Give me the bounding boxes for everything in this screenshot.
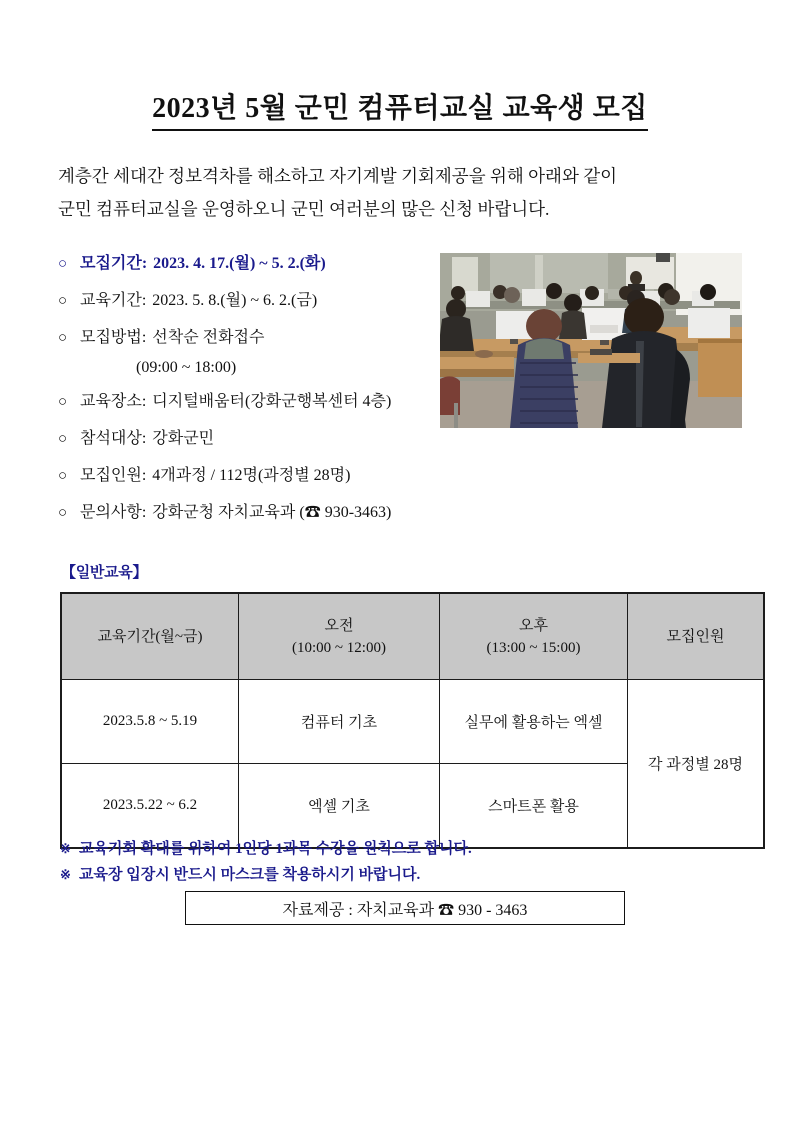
detail-label-education-period: 교육기간: [80,292,147,309]
column-header-period-main: 교육기간(월~금) [97,628,203,645]
detail-item-contact [58,502,458,539]
note-item-mask-required [60,862,740,888]
detail-value-contact: 강화군청 자치교육과 (☎ 930-3463) [152,504,392,521]
detail-label-application-method: 모집방법: [80,329,147,346]
detail-item-capacity [58,465,458,502]
computer-classroom-photo [440,253,742,428]
table-row [61,680,764,764]
detail-label-recruitment-period: 모집기간: [80,255,148,272]
note-text-one-course-per-person: 교육기회 확대를 위하여 1인당 1과목 수강을 원칙으로 합니다. [79,841,472,857]
column-header-period [61,593,239,680]
intro-line-2: 군민 컴퓨터교실을 운영하오니 군민 여러분의 많은 신청 바랍니다. [58,199,550,219]
circle-bullet-icon: ○ [58,330,68,346]
page-title-text: 2023년 5월 군민 컴퓨터교실 교육생 모집 [152,93,648,131]
intro-line-1: 계층간 세대간 정보격차를 해소하고 자기계발 기회제공을 위해 아래와 같이 [58,166,618,186]
section-label-general-education: 【일반교육】 [61,565,148,581]
detail-item-application-method [58,327,458,359]
cell-quota: 각 과정별 28명 [628,680,765,849]
note-text-mask-required: 교육장 입장시 반드시 마스크를 착용하시기 바랍니다. [79,867,421,883]
asterisk-note-icon: ※ [60,841,71,856]
application-hours-text: (09:00 ~ 18:00) [136,359,237,376]
table-header-row [61,593,764,680]
cell-morning-row1: 컴퓨터 기초 [239,680,440,764]
source-info-box [185,891,625,925]
table-body [61,680,764,849]
cell-morning-row2: 엑셀 기초 [239,764,440,849]
detail-value-application-method: 선착순 전화접수 [152,329,265,346]
classroom-photo-illustration [440,253,742,428]
notes-list [60,836,740,888]
detail-value-recruitment-period: 2023. 4. 17.(월) ~ 5. 2.(화) [153,255,326,272]
detail-item-recruitment-period [58,253,458,290]
column-header-afternoon-main: 오후 [519,617,548,634]
detail-label-target-audience: 참석대상: [80,430,147,447]
detail-label-capacity: 모집인원: [80,467,147,484]
circle-bullet-icon: ○ [58,505,68,521]
asterisk-note-icon: ※ [60,867,71,882]
note-item-one-course-per-person [60,836,740,862]
detail-subvalue-application-hours [58,359,458,391]
source-info-text: 자료제공 : 자치교육과 ☎ 930 - 3463 [282,901,528,919]
column-header-morning-time: (10:00 ~ 12:00) [292,639,386,656]
cell-period-row1: 2023.5.8 ~ 5.19 [61,680,239,764]
detail-item-venue [58,391,458,428]
detail-value-venue: 디지털배움터(강화군행복센터 4층) [152,393,392,410]
column-header-quota-main: 모집인원 [666,628,725,645]
cell-period-row2: 2023.5.22 ~ 6.2 [61,764,239,849]
intro-paragraph [58,160,750,226]
table-header [61,593,764,680]
cell-afternoon-row2: 스마트폰 활용 [440,764,628,849]
detail-label-venue: 교육장소: [80,393,147,410]
column-header-afternoon [440,593,628,680]
column-header-quota [628,593,765,680]
circle-bullet-icon: ○ [58,468,68,484]
detail-value-target-audience: 강화군민 [152,430,215,447]
details-list [58,253,458,539]
detail-label-contact: 문의사항: [80,504,147,521]
circle-bullet-icon: ○ [58,293,68,309]
detail-value-capacity: 4개과정 / 112명(과정별 28명) [152,467,351,484]
column-header-morning-main: 오전 [324,617,354,634]
detail-item-target-audience [58,428,458,465]
circle-bullet-icon: ○ [58,431,68,447]
cell-afternoon-row1: 실무에 활용하는 엑셀 [440,680,628,764]
course-schedule-table [60,592,765,849]
circle-bullet-icon: ○ [58,256,68,272]
circle-bullet-icon: ○ [58,394,68,410]
detail-value-education-period: 2023. 5. 8.(월) ~ 6. 2.(금) [152,292,318,309]
page-title [0,86,800,126]
column-header-morning [239,593,440,680]
detail-item-education-period [58,290,458,327]
column-header-afternoon-time: (13:00 ~ 15:00) [486,639,581,656]
